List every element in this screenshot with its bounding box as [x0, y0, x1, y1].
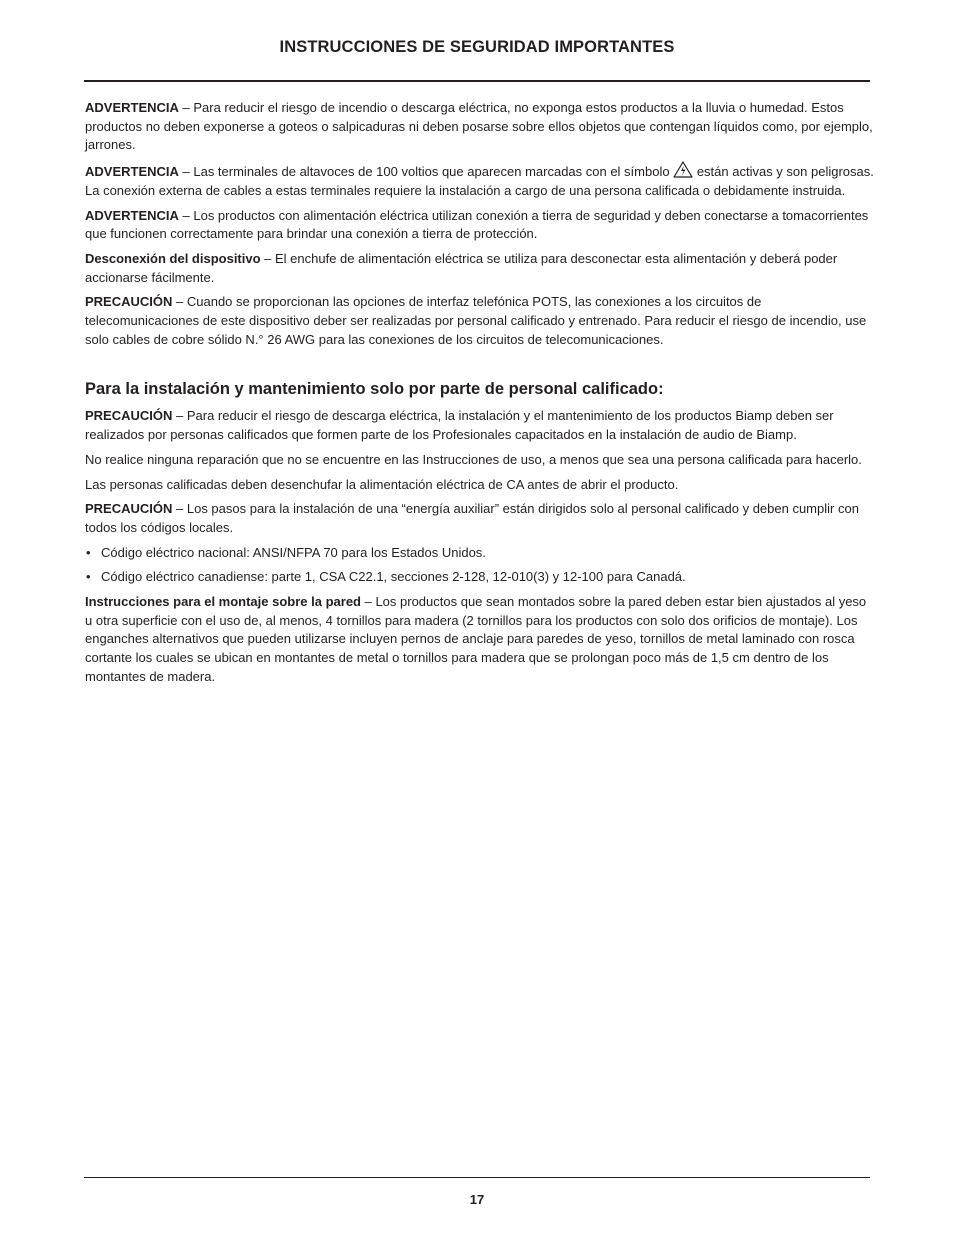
warning-speaker-terminals — [85, 161, 875, 200]
bullet-marker: • — [86, 569, 91, 585]
electric-hazard-warning-icon — [673, 161, 693, 178]
page-title: INSTRUCCIONES DE SEGURIDAD IMPORTANTES — [279, 38, 675, 56]
warning-rain-moisture — [85, 99, 875, 155]
wall-mount-label: Instrucciones para el montaje sobre la pared — [85, 594, 361, 610]
caution-label: PRECAUCIÓN — [85, 294, 173, 310]
list-item-canada-code — [85, 568, 875, 587]
caution-label: PRECAUCIÓN — [85, 408, 173, 424]
wall-mount-instructions — [85, 593, 875, 687]
warning-text: – Las terminales de altavoces de 100 voltios que aparecen marcadas con el símbolo — [178, 164, 674, 180]
caution-text: – Para reducir el riesgo de descarga eléctrica, la instalación y el mantenimiento de los productos Biamp deben ser realizados por personas calificados que formen parte de los Profesionales capacitados en la instalación de audio de Biamp. — [85, 408, 834, 443]
warning-text-continued: están activas y son peligrosas. La conexión externa de cables a estas terminales requiere la instalación a cargo de una persona calificada o debidamente instruida. — [85, 164, 874, 198]
disconnect-text: – El enchufe de alimentación eléctrica se utiliza para desconectar esta alimentación y deberá poder accionarse fácilmente. — [85, 250, 838, 285]
caution-text: – Los pasos para la instalación de una “energía auxiliar” están dirigidos solo al personal calificado y deben cumplir con todos los códigos locales. — [85, 501, 859, 535]
section-heading-qualified-personnel: Para la instalación y mantenimiento solo por parte de personal calificado: — [85, 380, 664, 399]
list-item-us-code — [85, 544, 875, 563]
caution-label: PRECAUCIÓN — [85, 501, 173, 517]
caution-pots — [85, 293, 875, 349]
caution-auxiliary-power — [85, 500, 875, 537]
warning-label: ADVERTENCIA — [85, 164, 179, 180]
warning-grounding — [85, 207, 875, 244]
bullet-marker: • — [86, 544, 91, 560]
repair-note: No realice ninguna reparación que no se encuentre en las Instrucciones de uso, a menos que sea una persona calificada para hacerlo. — [85, 451, 862, 467]
warning-text: – Los productos con alimentación eléctrica utilizan conexión a tierra de seguridad y deben conectarse a tomacorrientes que funcionen correctamente para brindar una conexión a tierra de protección. — [85, 207, 869, 242]
warning-text: – Para reducir el riesgo de incendio o descarga eléctrica, no exponga estos productos a la lluvia o humedad. Estos productos no deben exponerse a goteos o salpicaduras ni deben posarse sobre ellos objetos que contengan líquidos como, por ejemplo, jarrones. — [85, 100, 873, 153]
header-divider — [84, 80, 870, 82]
page-number: 17 — [469, 1192, 485, 1207]
device-disconnect — [85, 250, 875, 287]
document-body — [85, 99, 875, 693]
caution-text: – Cuando se proporcionan las opciones de interfaz telefónica POTS, las conexiones a los circuitos de telecomunicaciones de este dispositivo deber ser realizadas por personal calificado y entrenado. Para reducir el riesgo de incendio, use solo cables de cobre sólido N.° 26 AWG para las conexiones de los circuitos de telecomunicaciones. — [85, 294, 867, 347]
warning-label: ADVERTENCIA — [85, 207, 179, 223]
list-item-text: Código eléctrico canadiense: parte 1, CSA C22.1, secciones 2-128, 12-010(3) y 12-100 para Canadá. — [101, 569, 686, 585]
disconnect-label: Desconexión del dispositivo — [85, 250, 261, 266]
warning-label: ADVERTENCIA — [85, 100, 179, 115]
wall-mount-text: – Los productos que sean montados sobre la pared deben estar bien ajustados al yeso u otra superficie con el uso de, al menos, 4 tornillos para madera (2 tornillos para los productos con solo dos orificios de montaje). Los enganches alternativos que pueden utilizarse incluyen pernos de anclaje para paredes de yeso, tornillos de metal laminado con rosca cortante los cuales se ubican en montantes de metal o tornillos para madera que se prolongan poco más de 1,5 cm dentro de los montantes de madera. — [85, 594, 867, 684]
unplug-note: Las personas calificadas deben desenchufar la alimentación eléctrica de CA antes de abrir el producto. — [85, 476, 679, 492]
footer-divider — [84, 1177, 870, 1178]
caution-qualified-installation — [85, 407, 875, 444]
list-item-text: Código eléctrico nacional: ANSI/NFPA 70 para los Estados Unidos. — [101, 544, 486, 560]
